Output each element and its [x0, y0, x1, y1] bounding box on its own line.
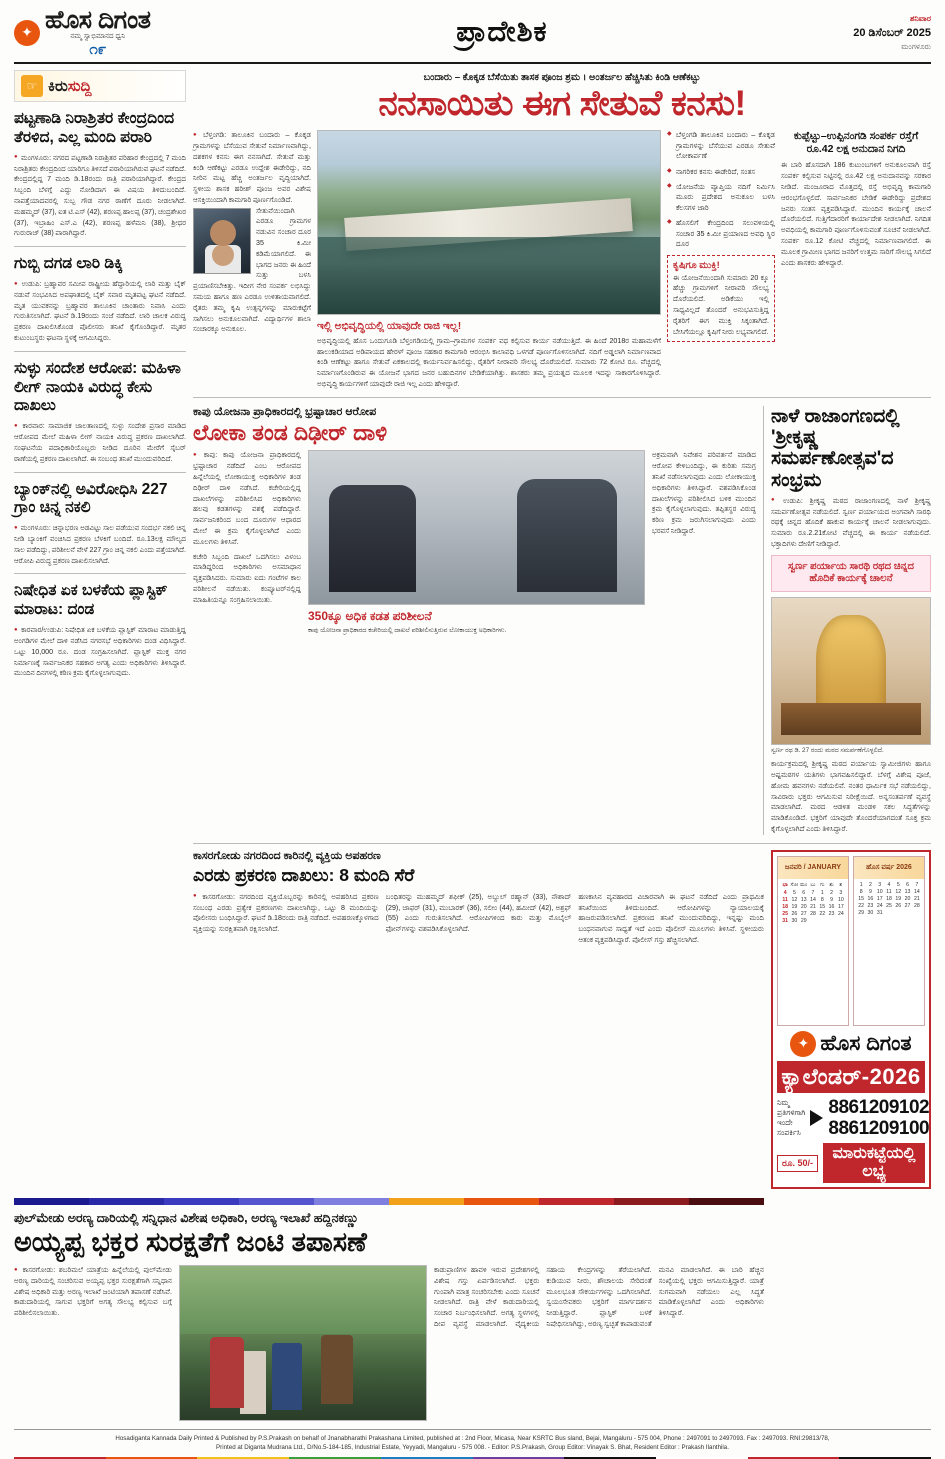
krishna-text-1: ● ಉಡುಪಿ: ಶ್ರೀಕೃಷ್ಣ ಮಠದ ರಾಜಾಂಗಣದಲ್ಲಿ ನಾಳೆ ಶ್ರೀಕೃಷ್ಣ ಸಮರ್ಪಣೋತ್ಸವ ನಡೆಯಲಿದೆ. ಸ್ವರ್ಣ ಪರ್ಯಾಯದ ಅಂಗವಾಗಿ ಸಾರಥಿ ರಥಕ್ಕೆ ಚಿನ್ನದ ಹೊದಿಕೆ ಹಾಕುವ ಕಾರ್ಯಕ್ಕೆ ಚಾಲನೆ ನೀಡಲಾಗುವುದು. ಸುಮಾರು ರೂ.2.21ಕೋಟಿ ವೆಚ್ಚದಲ್ಲಿ ಈ ಕಾರ್ಯ ನಡೆಯಲಿದೆ. ಭಕ್ತಾದಿಗಳು ದೇಣಿಗೆ ನೀಡಿದ್ದಾರೆ. — [771, 496, 931, 550]
calendar-days-grid: ಭಾ ಸೋ ಮಂ ಬು ಗು ಶು ಶ 4 5 6 7 1 2 3 11 12 13 14 8 9 10 18 19 20 21 15 16 17 25 26 27 28 22 23 24 31 30 29 — [782, 881, 844, 924]
pointing-hand-icon: ☞ — [21, 75, 43, 97]
bottom-photo-col — [179, 1265, 427, 1421]
issue-info — [853, 13, 931, 53]
key-point: ◆ ಬೆಳ್ತಂಗಡಿ ತಾಲೂಕಿನ ಬಂದಾರು – ಕೊಕ್ಕಡ ಗ್ರಾಮಗಳನ್ನು ಬೆಸೆಯುವ ಎರಡೂ ಸೇತುವೆ ಲೋಕಾರ್ಪಣೆ — [667, 130, 775, 161]
kasaragod-text-2: ಬಂಧಿತರನ್ನು ಮುಹಮ್ಮದ್ ಶಫೀಕ್ (25), ಅಬ್ದುಲ್ ರಹ್ಮಾನ್ (33), ನೌಶಾದ್ (29), ಜಾಫರ್ (31), ಮುಬಾರಕ್ (36), ಸಲೀಂ (44), ಹಮೀದ್ (42), ಅಶ್ರಫ್ (55) ಎಂದು ಗುರುತಿಸಲಾಗಿದೆ. ಆರೋಪಿಗಳಿಂದ ಕಾರು ಮತ್ತು ಮೊಬೈಲ್ ಫೋನ್‌ಗಳನ್ನು ವಶಪಡಿಸಿಕೊಳ್ಳಲಾಗಿದೆ. — [385, 892, 572, 934]
krishna-text-2: ಕಾರ್ಯಕ್ರಮದಲ್ಲಿ ಶ್ರೀಕೃಷ್ಣ ಮಠದ ಪರ್ಯಾಯ ಸ್ವಾಮೀಜಿಗಳು ಹಾಗೂ ಅಷ್ಟಮಠಗಳ ಯತಿಗಳು ಭಾಗವಹಿಸಲಿದ್ದಾರೆ. ಬೆಳಗ್ಗೆ ವಿಶೇಷ ಪೂಜೆ, ಹೋಮ ಹವನಗಳು ನಡೆಯಲಿವೆ. ನಂತರ ಧಾರ್ಮಿಕ ಸಭೆ ನಡೆಯಲಿದ್ದು, ಸಾವಿರಾರು ಭಕ್ತರು ಆಗಮಿಸುವ ನಿರೀಕ್ಷೆಯಿದೆ. ಅನ್ನಸಂತರ್ಪಣೆ ವ್ಯವಸ್ಥೆ ಮಾಡಲಾಗಿದೆ. ಮಠದ ಆಡಳಿತ ಮಂಡಳಿ ಸಕಲ ಸಿದ್ಧತೆಗಳನ್ನು ಮಾಡಿಕೊಂಡಿದೆ. ಭಕ್ತರಿಗೆ ಯಾವುದೇ ತೊಂದರೆಯಾಗದಂತೆ ಸೂಕ್ತ ಕ್ರಮ ಕೈಗೊಳ್ಳಲಾಗಿದೆ ಎಂದು ತಿಳಿಸಿದ್ದಾರೆ. — [771, 760, 931, 834]
footer-line-2: Printed at Diganta Mudrana Ltd., D/No.5-184-185, Industrial Estate, Yeyyadi, Mangaluru - 575 008. - Editor: P.S.Prakash, Group Editor: Vinayak S. Bhat, Resident Editor : Prakash Ilanthila. — [216, 1444, 729, 1452]
issue-place: ಮಂಗಳೂರು — [901, 42, 931, 52]
bottom-right-cols — [434, 1265, 764, 1421]
arrow-right-icon — [810, 1110, 823, 1126]
loka-text-1: ● ಕಾಪು: ಕಾಪು ಯೋಜನಾ ಪ್ರಾಧಿಕಾರದಲ್ಲಿ ಭ್ರಷ್ಟಾಚಾರ ನಡೆದಿದೆ ಎಂಬ ಆರೋಪದ ಹಿನ್ನೆಲೆಯಲ್ಲಿ ಲೋಕಾಯುಕ್ತ ಅಧಿಕಾರಿಗಳ ತಂಡ ದಿಢೀರ್ ದಾಳಿ ನಡೆಸಿದೆ. ಕಚೇರಿಯಲ್ಲಿದ್ದ ದಾಖಲೆಗಳನ್ನು ಪರಿಶೀಲಿಸಿದ ಅಧಿಕಾರಿಗಳು ಹಲವು ಕಡತಗಳನ್ನು ವಶಕ್ಕೆ ಪಡೆದಿದ್ದಾರೆ. ಸಾರ್ವಜನಿಕರಿಂದ ಬಂದ ದೂರುಗಳ ಆಧಾರದ ಮೇಲೆ ಈ ಕ್ರಮ ಕೈಗೊಳ್ಳಲಾಗಿದೆ ಎಂದು ಮೂಲಗಳು ತಿಳಿಸಿವೆ. — [193, 450, 301, 547]
main-content — [193, 70, 931, 1189]
key-point: ◆ ನಾಗರಿಕರ ಕನಸು ಈಡೇರಿದೆ, ಸಂತಸ — [667, 167, 775, 177]
top-story-right-col — [781, 130, 931, 390]
mid-block — [193, 406, 931, 835]
calendar-sheet-yearly — [853, 856, 925, 1026]
briefs-label: ಕಿರುಸುದ್ದಿ — [48, 77, 92, 95]
top-story-bullets-col — [667, 130, 775, 390]
top-story-center-col — [317, 130, 661, 390]
top-story-text-1: ● ಬೆಳ್ತಂಗಡಿ: ತಾಲೂಕಿನ ಬಂದಾರು – ಕೊಕ್ಕಡ ಗ್ರಾಮಗಳನ್ನು ಬೆಸೆಯುವ ಸೇತುವೆ ನಿರ್ಮಾಣವಾಗಿದ್ದು, ದಶಕಗಳ ಕನಸು ಈಗ ನನಸಾಗಿದೆ. ಸೇತುವೆ ಮತ್ತು ಕಿಂಡಿ ಆಣೆಕಟ್ಟು ಎರಡೂ ಉದ್ದೇಶ ಈಡೇರಿದ್ದು, ನದಿ ನೀರಿನ ಮಟ್ಟ ಹೆಚ್ಚಿ ಅಂತರ್ಜಲ ವೃದ್ಧಿಯಾಗಿದೆ. ಸ್ಥಳೀಯ ಶಾಸಕ ಹರೀಶ್ ಪೂಂಜ ಅವರ ವಿಶೇಷ ಆಸಕ್ತಿಯಿಂದಾಗಿ ಕಾಮಗಾರಿ ಪೂರ್ಣಗೊಂಡಿದೆ. — [193, 130, 311, 205]
kasaragod-text-3: ಹಣಕಾಸಿನ ವ್ಯವಹಾರದ ವಿಚಾರವಾಗಿ ಈ ಘಟನೆ ನಡೆದಿದೆ ಎಂದು ಪ್ರಾಥಮಿಕ ತನಿಖೆಯಿಂದ ತಿಳಿದುಬಂದಿದೆ. ಆರೋಪಿಗಳನ್ನು ನ್ಯಾಯಾಲಯಕ್ಕೆ ಹಾಜರುಪಡಿಸಲಾಗಿದೆ. ಪ್ರಕರಣದ ತನಿಖೆ ಮುಂದುವರಿದಿದ್ದು, ಇನ್ನಷ್ಟು ಮಂದಿ ಬಂಧನವಾಗುವ ಸಾಧ್ಯತೆ ಇದೆ ಎಂದು ಪೊಲೀಸ್ ಮೂಲಗಳು ತಿಳಿಸಿವೆ. ಸ್ಥಳೀಯರು ಆತಂಕ ವ್ಯಕ್ತಪಡಿಸಿದ್ದಾರೆ. ಪೊಲೀಸ್ ಗಸ್ತು ಹೆಚ್ಚಿಸಲಾಗಿದೆ. — [578, 892, 765, 944]
krishna-highlight-title: ಸ್ವರ್ಣ ಪರ್ಯಾಯ ಸಾರಥಿ ರಥದ ಚಿನ್ನದ ಹೊದಿಕೆ ಕಾರ್ಯಕ್ಕೆ ಚಾಲನೆ — [788, 560, 914, 585]
issue-day: ಶನಿವಾರ — [909, 13, 931, 23]
top-story — [193, 72, 931, 390]
ad-contact-row[interactable] — [777, 1096, 930, 1140]
loka-story — [193, 406, 764, 835]
page-number: ೧೯ — [89, 40, 107, 58]
ad-footer-row — [777, 1143, 925, 1183]
bottom-left-col — [14, 1265, 172, 1421]
loka-headline: ಲೋಕಾ ತಂಡ ದಿಢೀರ್ ದಾಳಿ — [193, 419, 388, 445]
key-point: ◆ ಹೊಸಲಿಗೆ ಕೇಂದ್ರದಿಂದ ಸಲುವಳಿಯಲ್ಲಿ ಸಂಚಾರ 35 ಕಿ.ಮೀ ಪ್ರಯಾಣದ ಅವಧಿ ಸ್ಥಿರ ದೂರ — [667, 218, 775, 249]
brief-title-1: ಗುಬ್ಬಿ ದಗಡ ಲಾರಿ ಡಿಕ್ಕಿ — [14, 255, 123, 273]
calendar-month-label-right: ಹೊಸ ವರ್ಷ 2026 — [854, 857, 924, 879]
forest-inspection-photo — [179, 1265, 427, 1421]
golden-chariot-photo — [771, 597, 931, 745]
ad-brand-name: ಹೊಸ ದಿಗಂತ — [820, 1031, 912, 1055]
calendar-month-label-left: ಜನವರಿ / JANUARY — [778, 857, 848, 879]
color-rule — [14, 1198, 764, 1205]
flame-icon: ✦ — [14, 20, 40, 46]
side-story-headline: ಕುಪ್ಪೆಟ್ಟು–ಉಪ್ಪಿನಂಗಡಿ ಸಂಪರ್ಕ ರಸ್ತೆಗೆ ರೂ.42 ಲಕ್ಷ ಅನುದಾನ ನಿಗದಿ — [793, 130, 919, 156]
loka-sub-headline: 350ಕ್ಕೂ ಅಧಿಕ ಕಡತ ಪರಿಶೀಲನೆ — [308, 609, 432, 624]
ad-phone-1[interactable]: 8861209102 — [828, 1096, 930, 1118]
ad-price: ರೂ. 50/- — [777, 1155, 818, 1172]
bottom-text-1: ● ಕಾಸರಗೋಡು: ಶಬರಿಮಲೆ ಯಾತ್ರೆಯ ಹಿನ್ನೆಲೆಯಲ್ಲಿ ಪುಲ್‌ಮೇಡು ಅರಣ್ಯ ದಾರಿಯಲ್ಲಿ ಸಂಚರಿಸುವ ಅಯ್ಯಪ್ಪ ಭಕ್ತರ ಸುರಕ್ಷತೆಗಾಗಿ ಸನ್ನಿಧಾನ ವಿಶೇಷ ಅಧಿಕಾರಿ ಮತ್ತು ಅರಣ್ಯ ಇಲಾಖೆ ಜಂಟಿಯಾಗಿ ತಪಾಸಣೆ ನಡೆಸಿವೆ. ಕಾಡುದಾರಿಯಲ್ಲಿ ಸಾಗುವ ಭಕ್ತರಿಗೆ ಅಗತ್ಯ ಸೌಲಭ್ಯ ಕಲ್ಪಿಸುವ ಬಗ್ಗೆ ಪರಿಶೀಲಿಸಲಾಯಿತು. — [14, 1265, 172, 1319]
calendar-year-grid: 1 2 3 4 5 6 7 8 9 10 11 12 13 14 15 16 17 18 19 20 21 22 23 24 25 26 27 28 29 30 31 — [858, 881, 920, 916]
divider — [14, 573, 186, 574]
krishna-photo-caption: ಸ್ವರ್ಣ ರಥ ಡಿ. 27 ರಂದು ಮಠದ ಸಮರ್ಪಣೆಗೊಳ್ಳಲಿದೆ. — [771, 746, 884, 754]
brief-text-4: ● ಕಾರವಾರ/ಉಡುಪಿ: ನಿಷೇಧಿತ ಏಕ ಬಳಕೆಯ ಪ್ಲಾಸ್ಟಿಕ್ ಮಾರಾಟ ಮಾಡುತ್ತಿದ್ದ ಅಂಗಡಿಗಳ ಮೇಲೆ ದಾಳಿ ನಡೆಸಿದ ನಗರಸಭೆ ಅಧಿಕಾರಿಗಳು ದಂಡ ವಿಧಿಸಿದ್ದಾರೆ. ಒಟ್ಟು 10,000 ರೂ. ದಂಡ ಸಂಗ್ರಹಿಸಲಾಗಿದೆ. ಪ್ಲಾಸ್ಟಿಕ್ ಮುಕ್ತ ನಗರ ನಿರ್ಮಾಣಕ್ಕೆ ಸಾರ್ವಜನಿಕರ ಸಹಕಾರ ಅಗತ್ಯ ಎಂದು ಅಧಿಕಾರಿಗಳು ತಿಳಿಸಿದ್ದಾರೆ. ಮುಂದಿನ ದಿನಗಳಲ್ಲಿ ಕಠಿಣ ಕ್ರಮ ಕೈಗೊಳ್ಳಲಾಗುವುದು. — [14, 625, 186, 679]
bottom-section — [14, 1189, 931, 1421]
photo-caption-headline: ಇಲ್ಲಿ ಅಭಿವೃದ್ಧಿಯಲ್ಲಿ ಯಾವುದೇ ರಾಜಿ ಇಲ್ಲ! — [317, 320, 462, 333]
top-story-text-2: ಸೇತುವೆಯಿಂದಾಗಿ ಎರಡೂ ಗ್ರಾಮಗಳ ನಡುವಿನ ಸಂಚಾರ ದೂರ 35 ಕಿ.ಮೀ ಕಡಿಮೆಯಾಗಲಿದೆ. ಈ ಭಾಗದ ಜನರು ಈ ಹಿಂದೆ ಸುತ್ತು ಬಳಸಿ ಪ್ರಯಾಣಿಸಬೇಕಿತ್ತು. ಇದೀಗ ನೇರ ಸಂಪರ್ಕ ಲಭಿಸಿದ್ದು ಸಮಯ ಹಾಗೂ ಹಣ ಎರಡೂ ಉಳಿತಾಯವಾಗಲಿದೆ. ರೈತರು ತಮ್ಮ ಕೃಷಿ ಉತ್ಪನ್ನಗಳನ್ನು ಮಾರುಕಟ್ಟೆಗೆ ಸಾಗಿಸಲು ಅನುಕೂಲವಾಗಿದೆ. ವಿದ್ಯಾರ್ಥಿಗಳ ಶಾಲಾ ಸಂಚಾರಕ್ಕೂ ಅನುಕೂಲ. — [193, 206, 311, 334]
loka-text-3: ಅಕ್ರಮವಾಗಿ ನಿವೇಶನ ಪರಿವರ್ತನೆ ಮಾಡಿದ ಆರೋಪ ಕೇಳಿಬಂದಿದ್ದು, ಈ ಕುರಿತು ಸಮಗ್ರ ತನಿಖೆ ನಡೆಸಲಾಗುವುದು ಎಂದು ಲೋಕಾಯುಕ್ತ ಅಧಿಕಾರಿಗಳು ತಿಳಿಸಿದ್ದಾರೆ. ವಶಪಡಿಸಿಕೊಂಡ ದಾಖಲೆಗಳನ್ನು ಪರಿಶೀಲಿಸಿದ ಬಳಿಕ ಮುಂದಿನ ಕ್ರಮ ಕೈಗೊಳ್ಳಲಾಗುವುದು. ತಪ್ಪಿತಸ್ಥರ ವಿರುದ್ಧ ಕಠಿಣ ಕ್ರಮ ಜರುಗಿಸಲಾಗುವುದು ಎಂದು ಭರವಸೆ ನೀಡಿದ್ದಾರೆ. — [652, 451, 756, 535]
page-footer — [14, 1429, 931, 1459]
bottom-headline: ಅಯ್ಯಪ್ಪ ಭಕ್ತರ ಸುರಕ್ಷತೆಗೆ ಜಂಟಿ ತಪಾಸಣೆ — [14, 1227, 367, 1258]
photo-story-text: ಅಭಿವೃದ್ಧಿಯಲ್ಲಿ ಹೊಸ ಒಂದುಗೂಡಿ ಬೆಳ್ತಂಗಡಿಯಲ್ಲಿ ಗ್ರಾಮ–ಗ್ರಾಮಗಳ ಸಂಪರ್ಕ ವಧ ಕಲ್ಪಿಸುವ ಕಾರ್ಯ ನಡೆಯುತ್ತಿದೆ. ಈ ಹಿಂದೆ 2018ರ ಮಹಾಮಳೆಗೆ ಹಾಲುಕಡಿಯಾದ ಅಡಿಪಾಯದ ಹೇರಳ್ ಪೂಂಜ ಸಹಕಾರ ಕಾಮಗಾರಿ ಆರಂಭಿಸಿ ಕಾಲಾವಧಿ ಒಳಗಡೆ ಪೂರ್ಣಗೊಳಿಸಲಾಗಿದೆ. ನದಿಗೆ ಅಡ್ಡಲಾಗಿ ನಿರ್ಮಾಣವಾದ ಕಿಂಡಿ ಆಣೆಕಟ್ಟು ಹಾಗೂ ಸೇತುವೆ ಏಕಕಾಲದಲ್ಲಿ ಕಾರ್ಯನಿರ್ವಹಿಸಲಿದ್ದು, ರೈತರಿಗೆ ನೀರಾವರಿ ಸೌಲಭ್ಯ ದೊರೆಯಲಿದೆ. ಸುಮಾರು 72 ಕೋಟಿ ರೂ. ವೆಚ್ಚದಲ್ಲಿ ನಿರ್ಮಾಣಗೊಂಡಿರುವ ಈ ಯೋಜನೆ ಭಾಗದ ಜನರ ಬಹುದಿನಗಳ ಬೇಡಿಕೆಯಾಗಿತ್ತು. ಶಾಸಕರು ತಮ್ಮ ಪ್ರಯತ್ನದ ಮೂಲಕ ಇದನ್ನು ಸಾಕಾರಗೊಳಿಸಿದ್ದಾರೆ. ಅಭಿವೃದ್ಧಿ ಕಾರ್ಯಗಳಿಗೆ ಯಾವುದೇ ರಾಜಿ ಇಲ್ಲ ಎಂದು ಹೇಳಿದ್ದಾರೆ. — [317, 336, 661, 388]
section-title: ಪ್ರಾದೇಶಿಕ — [456, 16, 548, 48]
ad-contact-label-2: ಇಂದೇ ಸಂಪರ್ಕಿಸಿ — [777, 1118, 801, 1137]
ad-contact-label-1: ನಿಮ್ಮ ಪ್ರತಿಗಳಿಗಾಗಿ — [777, 1098, 806, 1118]
publication-title: ಹೊಸ ದಿಗಂತ — [45, 5, 151, 34]
briefs-column — [14, 70, 186, 1189]
loka-photo-caption: ಕಾಪು ಯೋಜನಾ ಪ್ರಾಧಿಕಾರದ ಕಚೇರಿಯಲ್ಲಿ ದಾಖಲೆ ಪರಿಶೀಲಿಸುತ್ತಿರುವ ಲೋಕಾಯುಕ್ತ ಅಧಿಕಾರಿಗಳು. — [308, 626, 507, 634]
divider — [14, 472, 186, 473]
briefs-header — [14, 70, 186, 102]
masthead — [14, 5, 931, 64]
brief-text-2: ● ಕಾರವಾರ: ಸಾಮಾಜಿಕ ಜಾಲತಾಣದಲ್ಲಿ ಸುಳ್ಳು ಸಂದೇಶ ಪ್ರಸಾರ ಮಾಡಿದ ಆರೋಪದ ಮೇಲೆ ಮಹಿಳಾ ಲೀಗ್ ನಾಯಕಿ ವಿರುದ್ಧ ಪ್ರಕರಣ ದಾಖಲಾಗಿದೆ. ಸಂಘಟನೆಯ ಪದಾಧಿಕಾರಿಯೊಬ್ಬರು ನೀಡಿದ ದೂರಿನ ಮೇರೆಗೆ ಸೈಬರ್ ಠಾಣೆಯಲ್ಲಿ ಪ್ರಕರಣ ದಾಖಲಾಗಿದೆ. ಈ ಸಂಬಂಧ ತನಿಖೆ ಮುಂದುವರಿದಿದೆ. — [14, 421, 186, 464]
calendar-sheet-january — [777, 856, 849, 1026]
loka-kicker: ಕಾಪು ಯೋಜನಾ ಪ್ರಾಧಿಕಾರದಲ್ಲಿ ಭ್ರಷ್ಟಾಚಾರ ಆರೋಪ — [193, 405, 377, 418]
top-story-kicker: ಬಂದಾರು – ಕೊಕ್ಕಡ ಬೆಸೆಯಿತು ತಾಸಕ ಪೂಂಜ ಶ್ರಮ । ಅಂತರ್ಜಲ ಹೆಚ್ಚಿಸಿತು ಕಿಂಡಿ ಆಣೆಕಟ್ಟು — [423, 72, 701, 83]
dam-bridge-photo — [317, 130, 661, 315]
krishna-headline: ನಾಳೆ ರಾಜಾಂಗಣದಲ್ಲಿ 'ಶ್ರೀಕೃಷ್ಣ ಸಮರ್ಪಣೋತ್ಸವ'ದ ಸಂಭ್ರಮ — [771, 405, 900, 491]
brief-text-1: ● ಉಡುಪಿ: ಬ್ರಹ್ಮಾವರ ಸಮೀಪ ರಾಷ್ಟ್ರೀಯ ಹೆದ್ದಾರಿಯಲ್ಲಿ ಲಾರಿ ಮತ್ತು ಬೈಕ್ ನಡುವೆ ಸಂಭವಿಸಿದ ಅಪಘಾತದಲ್ಲಿ ಬೈಕ್ ಸವಾರ ಮೃತಪಟ್ಟ ಘಟನೆ ನಡೆದಿದೆ. ಮೃತ ಯುವಕನನ್ನು ಬ್ರಹ್ಮಾವರ ತಾಲೂಕಿನ ಚಾಂತಾರು ನಿವಾಸಿ ಎಂದು ಗುರುತಿಸಲಾಗಿದೆ. ಘಟನೆ ಡಿ.19ರಂದು ಸಂಜೆ ನಡೆದಿದೆ. ಲಾರಿ ಚಾಲಕ ವಿರುದ್ಧ ಪ್ರಕರಣ ದಾಖಲಿಸಿಕೊಂಡ ಪೊಲೀಸರು ತನಿಖೆ ಕೈಗೊಂಡಿದ್ದಾರೆ. ಮೃತರ ಕುಟುಂಬಸ್ಥರು ಘಟನಾ ಸ್ಥಳಕ್ಕೆ ಆಗಮಿಸಿದ್ದರು. — [14, 279, 186, 344]
kasaragod-headline: ಎರಡು ಪ್ರಕರಣ ದಾಖಲು: 8 ಮಂದಿ ಸೆರೆ — [193, 864, 415, 885]
divider — [14, 246, 186, 247]
key-points-list — [667, 130, 775, 249]
highlight-box-title: ಕೃಷಿಗೂ ಮುಕ್ತಿ! — [673, 259, 720, 271]
top-story-left-col — [193, 130, 311, 390]
bottom-text-2: ಕಾಡುಪ್ರಾಣಿಗಳ ಹಾವಳಿ ಇರುವ ಪ್ರದೇಶಗಳಲ್ಲಿ ವಿಶೇಷ ಗಸ್ತು ಏರ್ಪಡಿಸಲಾಗಿದೆ. ಭಕ್ತರು ಗುಂಪಾಗಿ ಮಾತ್ರ ಸಂಚರಿಸಬೇಕು ಎಂದು ಸೂಚನೆ ನೀಡಲಾಗಿದೆ. ರಾತ್ರಿ ವೇಳೆ ಕಾಡುದಾರಿಯಲ್ಲಿ ಸಂಚಾರ ನಿರ್ಬಂಧಿಸಲಾಗಿದೆ. ಅಗತ್ಯ ಸ್ಥಳಗಳಲ್ಲಿ ದೀಪ ವ್ಯವಸ್ಥೆ ಮಾಡಲಾಗಿದೆ. ವೈದ್ಯಕೀಯ ಸಹಾಯ ಕೇಂದ್ರಗಳನ್ನು ತೆರೆಯಲಾಗಿದೆ. — [434, 1266, 652, 1328]
portrait-photo — [193, 208, 251, 274]
brief-text-3: ● ಮಂಗಳೂರು: ಚಿನ್ನಾಭರಣ ಅಡವಿಟ್ಟು ಸಾಲ ಪಡೆಯುವ ಸಂದರ್ಭ ನಕಲಿ ಚಿನ್ನ ನೀಡಿ ಬ್ಯಾಂಕಿಗೆ ವಂಚಿಸಿದ ಪ್ರಕರಣ ಬೆಳಕಿಗೆ ಬಂದಿದೆ. ರೂ.13ಲಕ್ಷ ಮೌಲ್ಯದ ಸಾಲ ಪಡೆದಿದ್ದು, ಪರಿಶೀಲನೆ ವೇಳೆ 227 ಗ್ರಾಂ ಚಿನ್ನ ನಕಲಿ ಎಂದು ಪತ್ತೆಯಾಗಿದೆ. ಆರೋಪಿ ವಿರುದ್ಧ ಪ್ರಕರಣ ದಾಖಲಿಸಲಾಗಿದೆ. — [14, 523, 186, 566]
kasaragod-story — [193, 850, 764, 1190]
side-story-text: ಈ ಬಾರಿ ಹೊಸದಾಗಿ 186 ಕುಟುಂಬಗಳಿಗೆ ಅನುಕೂಲವಾಗಿ ರಸ್ತೆ ಸಂಪರ್ಕ ಕಲ್ಪಿಸುವ ನಿಟ್ಟಿನಲ್ಲಿ ರೂ.42 ಲಕ್ಷ ಅನುದಾನವನ್ನು ಸರಕಾರ ನೀಡಿದೆ. ಮಂಜೂರಾದ ಮೊತ್ತದಲ್ಲಿ ರಸ್ತೆ ಅಭಿವೃದ್ಧಿ ಕಾಮಗಾರಿ ಆರಂಭಗೊಳ್ಳಲಿದೆ. ಸಾರ್ವಜನಿಕರ ಬೇಡಿಕೆ ಈಡೇರಿದ್ದು ಪ್ರದೇಶದ ಜನರು ಸಂತಸ ವ್ಯಕ್ತಪಡಿಸಿದ್ದಾರೆ. ಮುಂದಿನ ಕಾರ್ಯಕ್ಕೆ ಚಾಲನೆ ದೊರೆಯಲಿದೆ. ಗುತ್ತಿಗೆದಾರರಿಗೆ ಕಾರ್ಯಾದೇಶ ನೀಡಲಾಗಿದೆ. ನಿಗದಿತ ಅವಧಿಯಲ್ಲಿ ಕಾಮಗಾರಿ ಪೂರ್ಣಗೊಳಿಸುವಂತೆ ಸೂಚನೆ ನೀಡಲಾಗಿದೆ. ಸಂಪರ್ಕ ರೂ.12 ಕೋಟಿ ವೆಚ್ಚದಲ್ಲಿ ನಿರ್ಮಾಣವಾಗಲಿದೆ. ಈ ಮೂಲಕ ಗ್ರಾಮೀಣ ಭಾಗದ ಜನರಿಗೆ ಉತ್ತಮ ಸಾರಿಗೆ ಸೌಲಭ್ಯ ಸಿಗಲಿದೆ ಎಂದು ಶಾಸಕರು ಹೇಳಿದ್ದಾರೆ. — [781, 161, 931, 267]
kasaragod-kicker: ಕಾಸರಗೋಡು ನಗರದಿಂದ ಕಾರಿನಲ್ಲಿ ವ್ಯಕ್ತಿಯ ಅಪಹರಣ — [193, 849, 381, 862]
publication-tagline: ನಮ್ಮ ಸ್ವಾಭಿಮಾನದ ಧ್ವನಿ — [70, 32, 126, 40]
footer-line-1: Hosadiganta Kannada Daily Printed & Published by P.S.Prakash on behalf of Jnanabharathi Prakashana Limited, published at : 2nd Floor, Micasa, Near KSRTC Bus sland, Bejai, Mangaluru - 575 004, Phone : 2497091 to 2497093. Fax : 2497093. RNI:29813/78, — [115, 1435, 830, 1443]
loka-left-col — [193, 450, 301, 635]
kasaragod-text-1: ● ಕಾಸರಗೋಡು: ನಗರದಿಂದ ವ್ಯಕ್ತಿಯೊಬ್ಬರನ್ನು ಕಾರಿನಲ್ಲಿ ಅಪಹರಿಸಿದ ಪ್ರಕರಣ ಸಂಬಂಧ ಎರಡು ಪ್ರತ್ಯೇಕ ಪ್ರಕರಣಗಳು ದಾಖಲಾಗಿದ್ದು, ಒಟ್ಟು 8 ಮಂದಿಯನ್ನು ಪೊಲೀಸರು ಬಂಧಿಸಿದ್ದಾರೆ. ಘಟನೆ ಡಿ.18ರಂದು ರಾತ್ರಿ ನಡೆದಿದೆ. ಅಪಹರಣಕ್ಕೊಳಗಾದ ವ್ಯಕ್ತಿಯನ್ನು ಸುರಕ್ಷಿತವಾಗಿ ರಕ್ಷಿಸಲಾಗಿದೆ. — [193, 892, 379, 935]
loka-text-2: ಕಚೇರಿ ಸಿಬ್ಬಂದಿ ದಾಖಲೆ ಒದಗಿಸಲು ವಿಳಂಬ ಮಾಡಿದ್ದರಿಂದ ಅಧಿಕಾರಿಗಳು ಅಸಮಾಧಾನ ವ್ಯಕ್ತಪಡಿಸಿದರು. ಸುಮಾರು ಐದು ಗಂಟೆಗಳ ಕಾಲ ಪರಿಶೀಲನೆ ನಡೆಯಿತು. ಕಂಪ್ಯೂಟರ್‌ನಲ್ಲಿದ್ದ ಮಾಹಿತಿಯನ್ನೂ ಸಂಗ್ರಹಿಸಲಾಯಿತು. — [193, 552, 301, 604]
bottom-text-3: ಕುಡಿಯುವ ನೀರು, ಶೌಚಾಲಯ ಸೇರಿದಂತೆ ಮೂಲಭೂತ ಸೌಕರ್ಯಗಳನ್ನು ಒದಗಿಸಲಾಗಿದೆ. ಸ್ವಯಂಸೇವಕರು ಭಕ್ತರಿಗೆ ಮಾರ್ಗದರ್ಶನ ನೀಡುತ್ತಿದ್ದಾರೆ. ಪ್ಲಾಸ್ಟಿಕ್ ಬಳಕೆ ನಿಷೇಧಿಸಲಾಗಿದ್ದು, ಅರಣ್ಯ ಸ್ವಚ್ಛತೆ ಕಾಪಾಡುವಂತೆ ಮನವಿ ಮಾಡಲಾಗಿದೆ. ಈ ಬಾರಿ ಹೆಚ್ಚಿನ ಸಂಖ್ಯೆಯಲ್ಲಿ ಭಕ್ತರು ಆಗಮಿಸುತ್ತಿದ್ದಾರೆ. ಯಾತ್ರೆ ಸುಗಮವಾಗಿ ನಡೆಯಲು ಎಲ್ಲ ಸಿದ್ಧತೆ ಮಾಡಿಕೊಳ್ಳಲಾಗಿದೆ ಎಂದು ಅಧಿಕಾರಿಗಳು ತಿಳಿಸಿದ್ದಾರೆ. — [546, 1266, 764, 1328]
ad-contact-label — [777, 1098, 805, 1137]
brief-title-4: ನಿಷೇಧಿತ ಏಕ ಬಳಕೆಯ ಪ್ಲಾಸ್ಟಿಕ್ ಮಾರಾಟ: ದಂಡ — [14, 582, 168, 619]
ad-brand-row — [777, 1031, 925, 1057]
ad-title-band: ಕ್ಯಾಲೆಂಡರ್-2026 — [777, 1061, 925, 1093]
kasaragod-block — [193, 843, 931, 1190]
brief-title-0: ಪಟ್ಟಣಾಡಿ ನಿರಾಶ್ರಿತರ ಕೇಂದ್ರದಿಂದ ತೆರಳಿದ, ಎಲ್ಲ ಮಂದಿ ಪರಾರಿ — [14, 110, 175, 146]
krishna-story — [771, 406, 931, 835]
divider — [14, 351, 186, 352]
brief-text-0: ● ಮಂಗಳೂರು: ನಗರದ ಪಟ್ಟಣಾಡಿ ನಿರಾಶ್ರಿತರ ಪರಿಹಾರ ಕೇಂದ್ರದಲ್ಲಿ 7 ಮಂದಿ ನಿರಾಶ್ರಿತರು ಕೇಂದ್ರದಿಂದ ಯಾರಿಗೂ ತಿಳಿಸದೆ ಪರಾರಿಯಾಗಿರುವ ಘಟನೆ ನಡೆದಿದೆ. ಕೇಂದ್ರದಲ್ಲಿದ್ದ 7 ಮಂದಿ ಡಿ.18ರಂದು ರಾತ್ರಿ ಪರಾರಿಯಾಗಿದ್ದಾರೆ. ಕೇಂದ್ರದ ಸಿಬ್ಬಂದಿ ಬೆಳಗ್ಗೆ ಎದ್ದು ನೋಡಿದಾಗ ಈ ವಿಷಯ ತಿಳಿದುಬಂದಿದೆ. ನಾಪತ್ತೆಯಾದವರಲ್ಲಿ ಸುಬ್ಬ ಗೌಡ ನಗರ ಠಾಣೆಗೆ ದೂರು ನೀಡಲಾಗಿದೆ. ಮಹಮ್ಮದ್ (37), ಐತ ಟಿ.ಎಸ್ (42), ಶರಣಪ್ಪ ಹಾಲಪ್ಪ (37), ಚಂದ್ರಶೇಖರ (37), ಇಬ್ರಾಹಿಂ ಎಸ್.ಎ (42), ಶರಣಪ್ಪ ಹಳೆಮನಿ (38), ಶ್ರೀಧರ ಗುರುರಾಜ್ (38) ಪಾರಾಗಿದ್ದಾರೆ. — [14, 153, 186, 239]
key-point: ◆ ಯೋಜನೆಯ ವ್ಯಾಪ್ತಿಯ ನದಿಗೆ ನಿರ್ಮಿಸಿ ಮೂರು ಪ್ರದೇಶದ ಅನುಕೂಲ ಬಳಸಿ ಕೆಲಸಗಳ ಜಾರಿ — [667, 182, 775, 213]
brief-title-2: ಸುಳ್ಳು ಸಂದೇಶ ಆರೋಪ: ಮಹಿಳಾ ಲೀಗ್ ನಾಯಕಿ ವಿರುದ್ಧ ಕೇಸು ದಾಖಲು — [14, 359, 181, 415]
highlight-box — [667, 255, 775, 343]
highlight-box-text: ಈ ಯೋಜನೆಯಿಂದಾಗಿ ಸುಮಾರು 20 ಕ್ಕೂ ಹೆಚ್ಚು ಗ್ರಾಮಗಳಿಗೆ ನೀರಾವರಿ ಸೌಲಭ್ಯ ದೊರೆಯಲಿದೆ. ಅಡಿಕೆಯು ಇಲ್ಲಿ ಸಾಧ್ಯವಿಲ್ಲದೆ ತೊಂದರೆ ಅನುಭವಿಸುತ್ತಿದ್ದ ರೈತರಿಗೆ ಈಗ ಮುಕ್ತಿ ಸಿಕ್ಕಂತಾಗಿದೆ. ಬೇಸಿಗೆಯಲ್ಲೂ ಕೃಷಿಗೆ ನೀರು ಲಭ್ಯವಾಗಲಿದೆ. — [673, 273, 769, 336]
lokayukta-raid-photo — [308, 450, 645, 605]
bottom-kicker: ಪುಲ್‌ಮೇಡು ಅರಣ್ಯ ದಾರಿಯಲ್ಲಿ ಸನ್ನಿಧಾನ ವಿಶೇಷ ಅಧಿಕಾರಿ, ಅರಣ್ಯ ಇಲಾಖೆ ಹದ್ದಿನಕಣ್ಣು — [14, 1211, 359, 1226]
krishna-highlight-box — [771, 555, 931, 592]
loka-center-col — [308, 450, 645, 635]
ad-phone-2[interactable]: 8861209100 — [828, 1118, 930, 1140]
calendar-previews — [777, 856, 925, 1026]
divider — [193, 397, 931, 398]
top-story-headline: ನನಸಾಯಿತು ಈಗ ಸೇತುವೆ ಕನಸು! — [378, 84, 746, 124]
flame-icon: ✦ — [790, 1031, 816, 1057]
loka-right-col — [652, 450, 756, 635]
main-grid — [14, 70, 931, 1189]
ad-availability: ಮಾರುಕಟ್ಟೆಯಲ್ಲಿ ಲಭ್ಯ — [823, 1143, 925, 1183]
issue-date: 20 ಡಿಸೆಂಬರ್ 2025 — [853, 26, 931, 39]
calendar-advertisement[interactable] — [771, 850, 931, 1190]
brief-title-3: ಬ್ಯಾಂಕ್‌ನಲ್ಲಿ ಅವಿರೋಧಿಸಿ 227 ಗ್ರಾಂ ಚಿನ್ನ ನಕಲಿ — [14, 480, 168, 517]
publication-logo — [14, 5, 151, 58]
